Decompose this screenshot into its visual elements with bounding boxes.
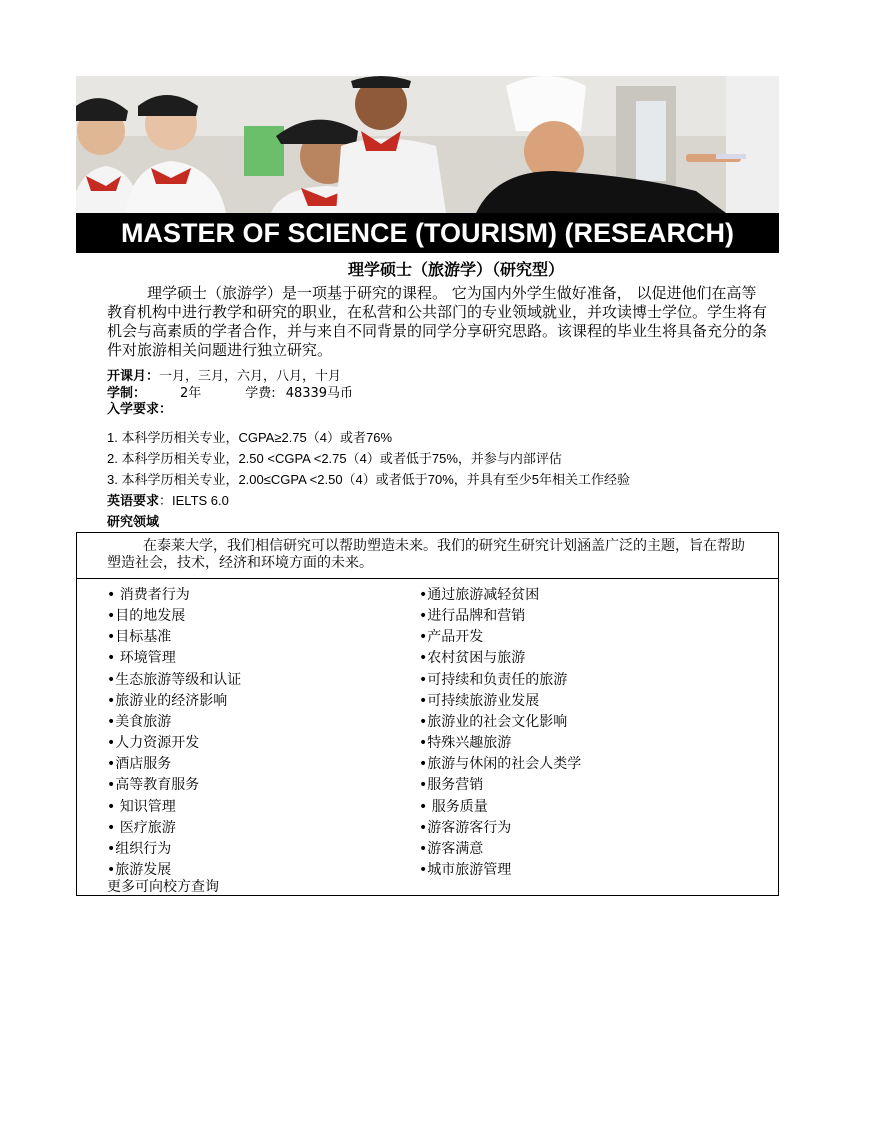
list-item: •城市旅游管理 [419,862,512,879]
list-item: • 消费者行为 [107,587,190,603]
list-item: • 医疗旅游 [107,819,176,836]
list-item: •服务营销 [419,777,484,794]
list-item: •人力资源开发 [107,735,200,752]
entry-requirements-heading [107,401,172,418]
list-item: • 环境管理 [107,650,176,667]
list-item: •旅游业的经济影响 [107,692,228,709]
research-intro-cell [77,533,778,579]
intake-value: 一月，三月，六月，八月，十月 [159,369,342,384]
entry-requirements-label: 入学要求： [107,402,173,417]
more-info-note: 更多可向校方查询 [107,879,219,895]
list-item: •游客游客行为 [419,819,512,836]
list-item: • 知识管理 [107,798,176,815]
list-item: •旅游与休闲的社会人类学 [419,756,582,773]
requirement-item: 3. 本科学历相关专业，2.00≤CGPA <2.50（4）或者低于70%，并具有至少5年相关工作经验 [107,472,631,487]
english-label: 英语要求 [107,494,160,509]
research-areas-left [107,585,241,881]
list-item: •产品开发 [419,629,484,646]
list-item: •通过旅游减轻贫困 [419,587,540,603]
english-value: ：IELTS 6.0 [159,493,229,508]
list-item: •目的地发展 [107,608,186,625]
duration-fee-line [107,385,353,402]
list-item: •组织行为 [107,840,172,857]
intake-line [107,368,341,385]
list-item: •游客满意 [419,840,484,857]
fee-value: 48339马币 [285,386,354,401]
research-areas-box [76,532,779,896]
fee-label: 学费: [245,386,276,401]
duration-label: 学制： [107,386,147,401]
requirement-item: 2. 本科学历相关专业，2.50 <CGPA <2.75（4）或者低于75%，并参与内部评估 [107,451,562,466]
research-areas-right [419,585,581,881]
list-item: •生态旅游等级和认证 [107,671,242,688]
list-item: •可持续和负责任的旅游 [419,671,568,688]
program-intro: 理学硕士（旅游学）是一项基于研究的课程。 它为国内外学生做好准备， 以促进他们在高等教育机构中进行教学和研究的职业，在私营和公共部门的专业领域就业，并攻读博士学位。学生将有机会与高素质的学者合作，并与来自不同背景的同学分享研究思路。该课程的毕业生将具备充分的条件对旅游相关问题进行独立研究。 [107,284,768,359]
research-heading: 研究领域 [107,515,160,530]
list-item: •旅游业的社会文化影响 [419,713,568,730]
list-item: •酒店服务 [107,756,172,773]
duration-value: 2年 [180,386,202,401]
requirement-item: 1. 本科学历相关专业，CGPA≥2.75（4）或者76% [107,430,393,445]
list-item: •美食旅游 [107,713,172,730]
list-item: •农村贫困与旅游 [419,650,526,667]
list-item: •高等教育服务 [107,777,200,794]
list-item: •进行品牌和营销 [419,608,526,625]
program-banner [76,76,779,253]
list-item: •可持续旅游业发展 [419,692,540,709]
list-item: • 服务质量 [419,798,488,815]
list-item: •特殊兴趣旅游 [419,735,512,752]
banner-title: MASTER OF SCIENCE (TOURISM) (RESEARCH) [76,213,779,253]
list-item: •旅游发展 [107,862,172,879]
page-title: 理学硕士（旅游学）（研究型） [347,260,564,279]
english-requirement [107,492,229,510]
intake-label: 开课月： [107,369,160,384]
banner-photo [76,76,779,213]
list-item: •目标基准 [107,629,172,646]
research-intro: 在泰莱大学，我们相信研究可以帮助塑造未来。我们的研究生研究计划涵盖广泛的主题，旨在帮助塑造社会，技术，经济和环境方面的未来。 [107,538,745,571]
